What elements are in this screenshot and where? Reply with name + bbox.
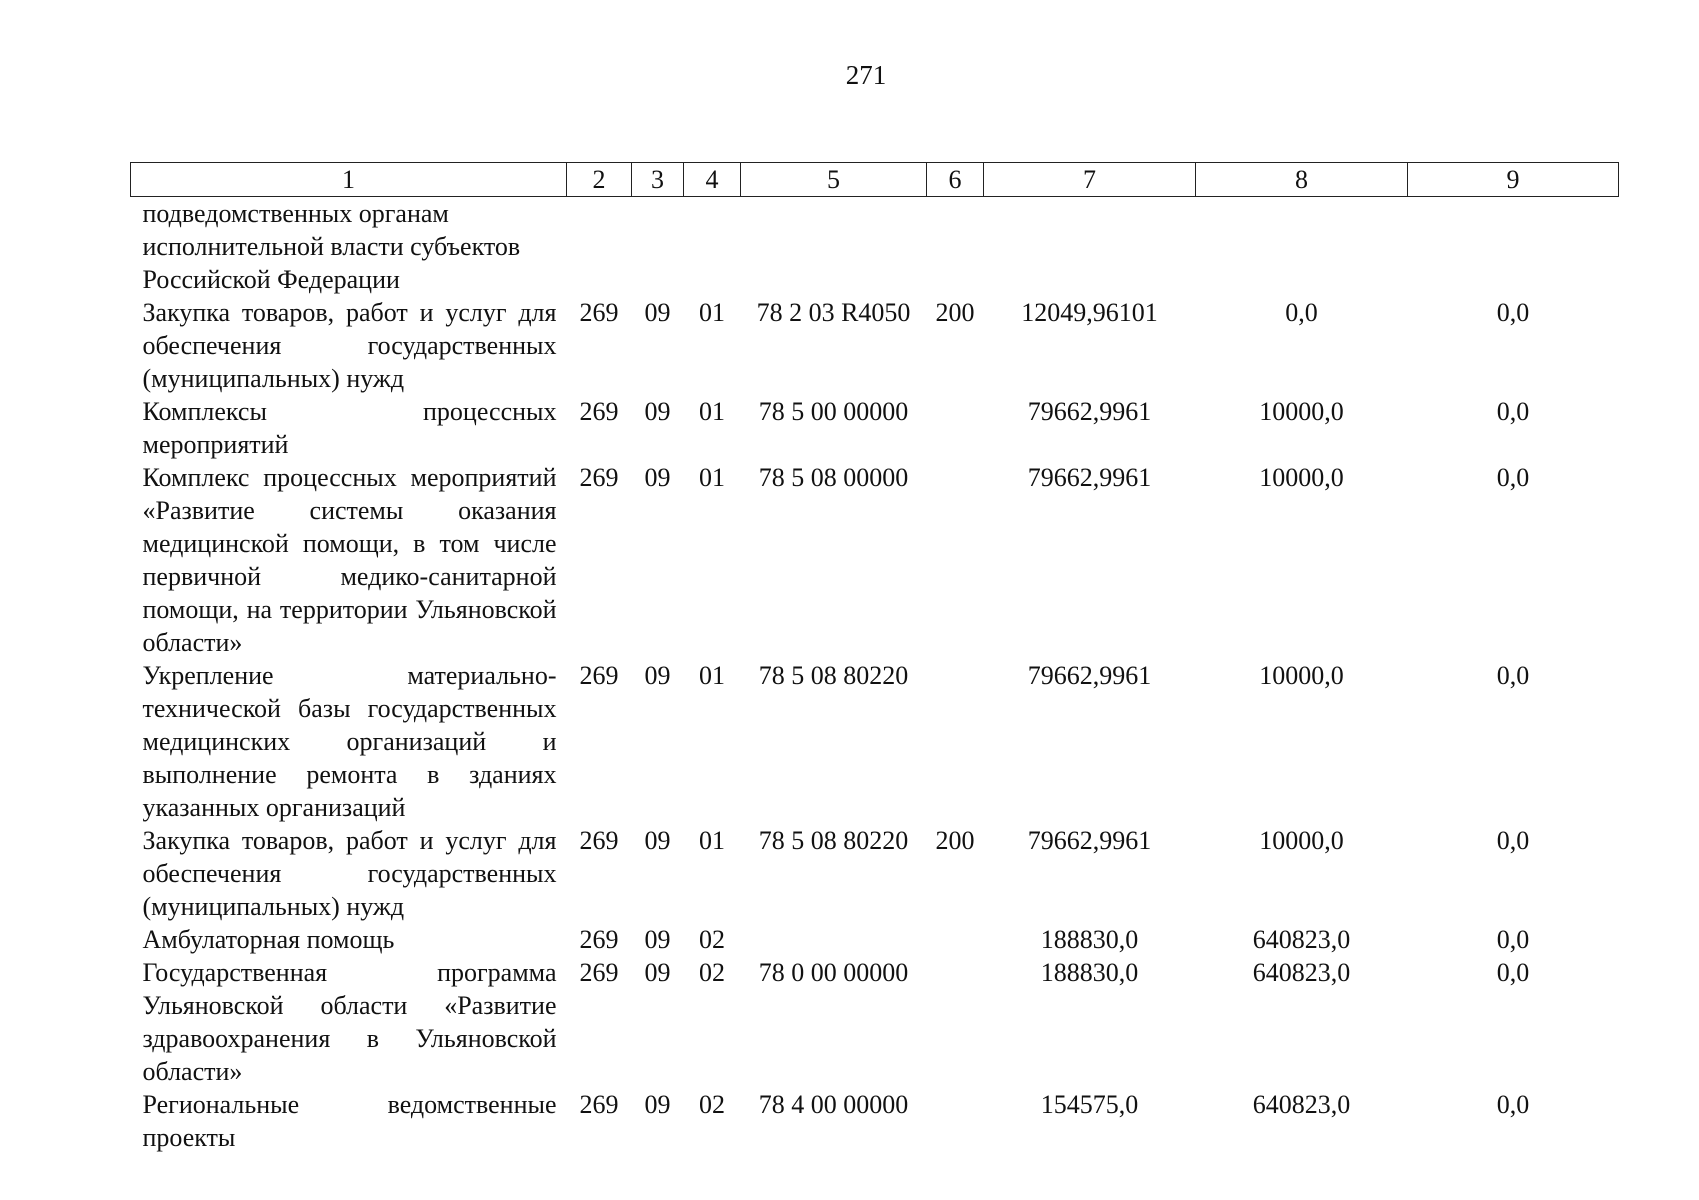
column-header-3: 3	[632, 163, 684, 197]
row-name: Государственная программа Ульяновской области «Развитие здравоохранения в Ульяновской области»	[142, 958, 557, 1086]
cell-section: 09	[644, 1090, 671, 1119]
cell-expense-type: 200	[935, 826, 975, 855]
table-row	[131, 395, 1619, 461]
cell-amount-7: 79662,9961	[1027, 397, 1152, 426]
cell-amount-7: 188830,0	[1040, 925, 1139, 954]
cell-ministry-code: 269	[579, 661, 619, 690]
column-header-4: 4	[684, 163, 741, 197]
cell-target-article: 78 0 00 00000	[758, 958, 909, 987]
cell-subsection: 01	[699, 661, 725, 690]
column-header-8: 8	[1196, 163, 1408, 197]
cell-ministry-code: 269	[579, 925, 619, 954]
cell-expense-type	[927, 461, 984, 659]
cell-target-article	[741, 923, 927, 956]
cell-amount-9: 0,0	[1496, 463, 1530, 492]
row-name: Амбулаторная помощь	[142, 925, 395, 954]
cell-amount-9: 0,0	[1496, 958, 1530, 987]
cell-subsection: 01	[699, 463, 725, 492]
cell-target-article: 78 5 08 80220	[758, 826, 909, 855]
cell-amount-9: 0,0	[1496, 661, 1530, 690]
budget-table	[130, 162, 1619, 1154]
cell-amount-8: 0,0	[1285, 298, 1318, 327]
table-row	[131, 659, 1619, 824]
cell-subsection: 02	[699, 958, 725, 987]
cell-amount-7	[984, 197, 1196, 297]
cell-section	[632, 197, 684, 297]
cell-section: 09	[644, 958, 671, 987]
row-name: Закупка товаров, работ и услуг для обеспечения государственных (муниципальных) нужд	[142, 826, 557, 921]
cell-target-article: 78 5 08 00000	[758, 463, 909, 492]
cell-subsection: 02	[699, 925, 725, 954]
cell-amount-8: 640823,0	[1252, 958, 1351, 987]
cell-amount-9: 0,0	[1496, 925, 1530, 954]
table-header	[131, 163, 1619, 197]
table-row	[131, 197, 1619, 297]
row-name: Региональные ведомственные проекты	[142, 1090, 557, 1152]
cell-section: 09	[644, 463, 671, 492]
cell-amount-8: 10000,0	[1259, 826, 1344, 855]
cell-ministry-code	[567, 197, 632, 297]
cell-subsection: 01	[699, 397, 725, 426]
cell-amount-9: 0,0	[1496, 826, 1530, 855]
cell-amount-7: 188830,0	[1040, 958, 1139, 987]
cell-target-article: 78 2 03 R4050	[756, 298, 911, 327]
cell-amount-7: 79662,9961	[1027, 463, 1152, 492]
cell-amount-8: 10000,0	[1259, 463, 1344, 492]
column-header-5: 5	[741, 163, 927, 197]
cell-expense-type	[927, 1088, 984, 1154]
page-number: 271	[845, 60, 887, 90]
cell-amount-7: 154575,0	[1040, 1090, 1139, 1119]
cell-amount-8	[1196, 197, 1408, 297]
cell-amount-9: 0,0	[1496, 1090, 1530, 1119]
column-header-6: 6	[927, 163, 984, 197]
cell-target-article: 78 4 00 00000	[758, 1090, 909, 1119]
column-header-1: 1	[131, 163, 567, 197]
row-name: Укрепление материально-технической базы государственных медицинских организаций и выполнение ремонта в зданиях указанных организаций	[142, 661, 557, 822]
cell-expense-type: 200	[935, 298, 975, 327]
row-name: Комплексы процессных мероприятий	[142, 397, 557, 459]
table-row	[131, 923, 1619, 956]
cell-subsection: 01	[699, 826, 725, 855]
cell-expense-type	[927, 659, 984, 824]
cell-amount-9: 0,0	[1496, 397, 1530, 426]
cell-ministry-code: 269	[579, 1090, 619, 1119]
row-name: подведомственных органам исполнительной власти субъектов Российской Федерации	[142, 199, 521, 294]
cell-amount-8: 10000,0	[1259, 661, 1344, 690]
cell-amount-7: 79662,9961	[1027, 661, 1152, 690]
cell-amount-8: 640823,0	[1252, 1090, 1351, 1119]
table-body	[131, 197, 1619, 1155]
cell-expense-type	[927, 956, 984, 1088]
cell-expense-type	[927, 197, 984, 297]
cell-subsection	[684, 197, 741, 297]
column-header-2: 2	[567, 163, 632, 197]
cell-ministry-code: 269	[579, 298, 619, 327]
cell-amount-7: 79662,9961	[1027, 826, 1152, 855]
table-row	[131, 296, 1619, 395]
cell-section: 09	[644, 397, 671, 426]
header-row	[131, 163, 1619, 197]
cell-section: 09	[644, 925, 671, 954]
cell-subsection: 02	[699, 1090, 725, 1119]
cell-amount-9	[1408, 197, 1619, 297]
cell-expense-type	[927, 923, 984, 956]
cell-section: 09	[644, 826, 671, 855]
table-row	[131, 824, 1619, 923]
table-row	[131, 1088, 1619, 1154]
column-header-7: 7	[984, 163, 1196, 197]
row-name: Закупка товаров, работ и услуг для обеспечения государственных (муниципальных) нужд	[142, 298, 557, 393]
cell-amount-8: 640823,0	[1252, 925, 1351, 954]
cell-amount-7: 12049,96101	[1021, 298, 1158, 327]
cell-expense-type	[927, 395, 984, 461]
table-row	[131, 461, 1619, 659]
cell-amount-8: 10000,0	[1259, 397, 1344, 426]
cell-ministry-code: 269	[579, 397, 619, 426]
cell-amount-9: 0,0	[1496, 298, 1530, 327]
cell-subsection: 01	[699, 298, 725, 327]
cell-section: 09	[644, 661, 671, 690]
cell-target-article: 78 5 00 00000	[758, 397, 909, 426]
column-header-9: 9	[1408, 163, 1619, 197]
cell-ministry-code: 269	[579, 826, 619, 855]
cell-ministry-code: 269	[579, 463, 619, 492]
cell-section: 09	[644, 298, 671, 327]
cell-target-article: 78 5 08 80220	[758, 661, 909, 690]
table-row	[131, 956, 1619, 1088]
cell-ministry-code: 269	[579, 958, 619, 987]
row-name: Комплекс процессных мероприятий «Развитие системы оказания медицинской помощи, в том числе первичной медико-санитарной помощи, на территории Ульяновской области»	[142, 463, 557, 657]
cell-target-article	[741, 197, 927, 297]
